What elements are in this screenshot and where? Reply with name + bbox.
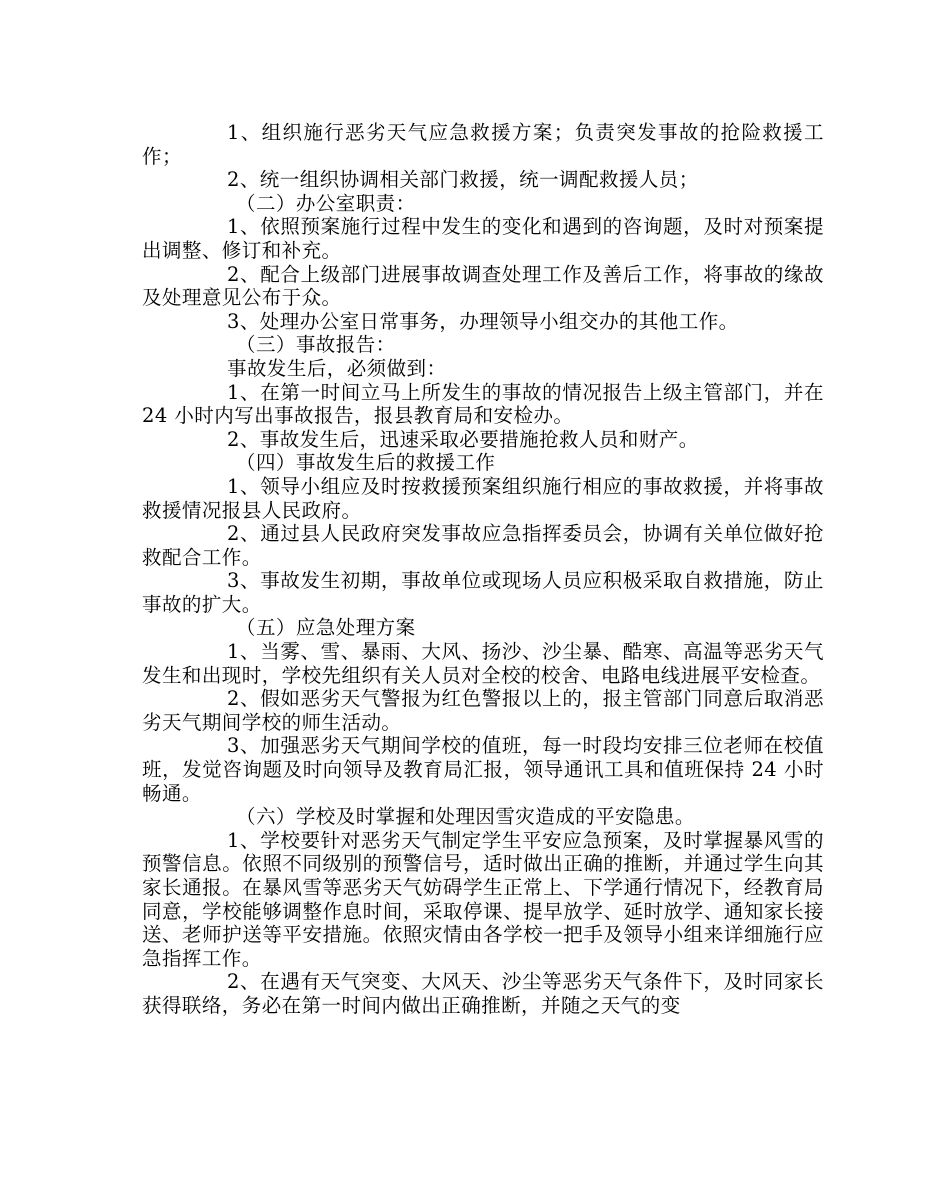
section-heading: （三）事故报告： <box>236 333 396 357</box>
paragraph: 1、在第一时间立马上所发生的事故的情况报告上级主管部门，并在 24 小时内写出事故报告，报县教育局和安检办。 <box>142 380 824 428</box>
paragraph: 2、配合上级部门进展事故调查处理工作及善后工作，将事故的缘故及处理意见公布于众。 <box>142 262 824 310</box>
document-body <box>142 121 824 1018</box>
paragraph: 2、事故发生后，迅速采取必要措施抢救人员和财产。 <box>227 427 699 451</box>
paragraph: 2、通过县人民政府突发事故应急指挥委员会，协调有关单位做好抢救配合工作。 <box>142 522 824 569</box>
section-heading: （四）事故发生后的救援工作 <box>236 451 496 475</box>
paragraph: 3、事故发生初期，事故单位或现场人员应积极采取自救措施，防止事故的扩大。 <box>142 569 824 616</box>
paragraph: 1、领导小组应及时按救援预案组织施行相应的事故救援，并将事故救援情况报县人民政府。 <box>142 474 824 522</box>
paragraph: 1、组织施行恶劣天气应急救援方案；负责突发事故的抢险救援工作； <box>142 121 824 168</box>
paragraph: 1、学校要针对恶劣天气制定学生平安应急预案，及时掌握暴风雪的预警信息。依照不同级别的预警信号，适时做出正确的推断，并通过学生向其家长通报。在暴风雪等恶劣天气妨碍学生正常上、下学通行情况下，经教育局同意，学校能够调整作息时间，采取停课、提早放学、延时放学、通知家长接送、老师护送等平安措施。依照灾情由各学校一把手及领导小组来详细施行应急指挥工作。 <box>142 828 824 970</box>
section-heading: （五）应急处理方案 <box>236 616 416 640</box>
paragraph: 3、处理办公室日常事务，办理领导小组交办的其他工作。 <box>227 309 739 333</box>
paragraph: 2、在遇有天气突变、大风天、沙尘等恶劣天气条件下，及时同家长获得联络，务必在第一时间内做出正确推断，并随之天气的变 <box>142 970 824 1017</box>
paragraph: 2、假如恶劣天气警报为红色警报以上的，报主管部门同意后取消恶劣天气期间学校的师生活动。 <box>142 687 824 734</box>
paragraph: 1、当雾、雪、暴雨、大风、扬沙、沙尘暴、酷寒、高温等恶劣天气发生和出现时，学校先组织有关人员对全校的校舍、电路电线进展平安检查。 <box>142 640 824 687</box>
section-heading: （二）办公室职责： <box>236 191 416 215</box>
paragraph: 2、统一组织协调相关部门救援，统一调配救援人员； <box>227 168 699 192</box>
section-heading: （六）学校及时掌握和处理因雪灾造成的平安隐患。 <box>236 805 695 829</box>
paragraph: 3、加强恶劣天气期间学校的值班，每一时段均安排三位老师在校值班，发觉咨询题及时向领导及教育局汇报，领导通讯工具和值班保持 24 小时畅通。 <box>142 734 824 805</box>
paragraph: 事故发生后，必须做到： <box>227 356 447 380</box>
paragraph: 1、依照预案施行过程中发生的变化和遇到的咨询题，及时对预案提出调整、修订和补充。 <box>142 215 824 262</box>
